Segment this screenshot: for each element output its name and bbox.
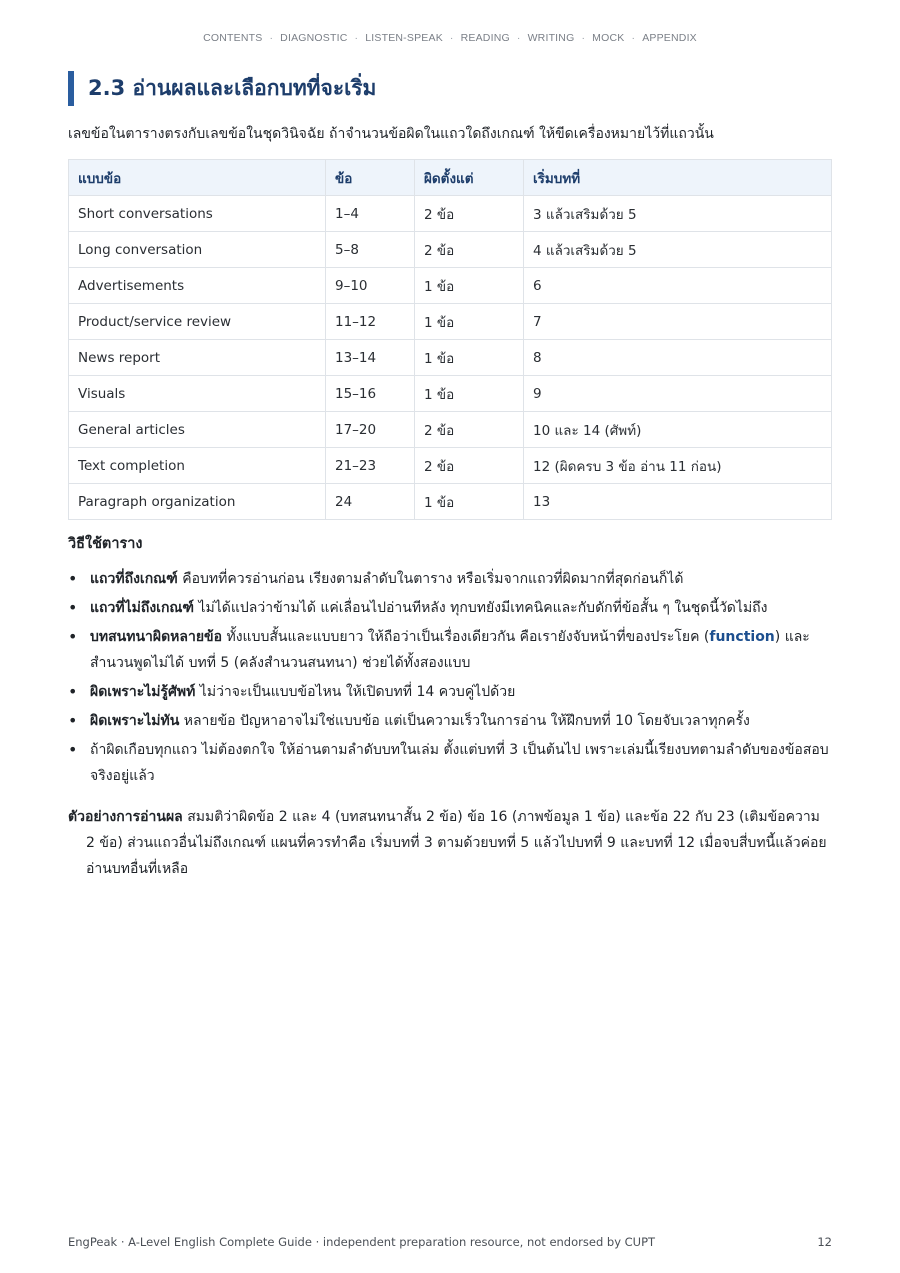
footer-text: EngPeak · A-Level English Complete Guide · independent preparation resource, not endorsed by CUPT: [68, 1235, 656, 1249]
list-item: [68, 708, 832, 734]
cell-start-chapter: 12 (ผิดครบ 3 ข้อ อ่าน 11 ก่อน): [524, 448, 832, 484]
table-header-row: [69, 160, 832, 196]
table-row: [69, 196, 832, 232]
cell-start-chapter: 6: [524, 268, 832, 304]
cell-items: 11–12: [326, 304, 415, 340]
list-item-text-continued: ) และสำนวนพูดไม่ได้ บทที่ 5 (คลังสำนวนสนทนา) ช่วยได้ทั้งสองแบบ: [90, 629, 810, 671]
cell-items: 9–10: [326, 268, 415, 304]
cell-question-type: Short conversations: [69, 196, 326, 232]
list-item: [68, 679, 832, 705]
cell-start-chapter: 4 แล้วเสริมด้วย 5: [524, 232, 832, 268]
table-row: [69, 376, 832, 412]
cell-items: 24: [326, 484, 415, 520]
header-threshold: ผิดตั้งแต่: [415, 160, 524, 196]
nav-separator: ·: [269, 32, 274, 44]
list-item-lead: ผิดเพราะไม่ทัน: [90, 713, 180, 729]
list-item-text: ถ้าผิดเกือบทุกแถว ไม่ต้องตกใจ ให้อ่านตามลำดับบทในเล่ม ตั้งแต่บทที่ 3 เป็นต้นไป เพราะเล่มนี้เรียงบทตามลำดับของข้อสอบจริงอยู่แล้ว: [90, 742, 829, 784]
cell-items: 15–16: [326, 376, 415, 412]
cell-start-chapter: 7: [524, 304, 832, 340]
diagnostic-map-table: [68, 159, 832, 520]
cell-question-type: Long conversation: [69, 232, 326, 268]
table-row: [69, 448, 832, 484]
cell-threshold: 2 ข้อ: [415, 196, 524, 232]
nav-separator: ·: [354, 32, 359, 44]
nav-item-writing[interactable]: WRITING: [527, 32, 575, 44]
header-question-type: แบบข้อ: [69, 160, 326, 196]
cell-question-type: Visuals: [69, 376, 326, 412]
nav-separator: ·: [516, 32, 521, 44]
table-row: [69, 484, 832, 520]
section-heading: [68, 71, 376, 106]
list-item-lead: ผิดเพราะไม่รู้ศัพท์: [90, 684, 196, 700]
cell-question-type: Paragraph organization: [69, 484, 326, 520]
page-number: 12: [817, 1235, 832, 1249]
cell-items: 21–23: [326, 448, 415, 484]
cell-start-chapter: 8: [524, 340, 832, 376]
cell-start-chapter: 13: [524, 484, 832, 520]
intro-paragraph: เลขข้อในตารางตรงกับเลขข้อในชุดวินิจฉัย ถ้าจำนวนข้อผิดในแถวใดถึงเกณฑ์ ให้ขีดเครื่องหมายไว้ที่แถวนั้น: [68, 126, 714, 142]
list-item-text: ทั้งแบบสั้นและแบบยาว ให้ถือว่าเป็นเรื่องเดียวกัน คือเรายังจับหน้าที่ของประโยค (: [222, 629, 710, 645]
howto-list: [68, 566, 832, 792]
example-paragraph: [68, 804, 832, 882]
table-row: [69, 232, 832, 268]
cell-threshold: 1 ข้อ: [415, 304, 524, 340]
nav-item-diagnostic[interactable]: DIAGNOSTIC: [280, 32, 348, 44]
cell-start-chapter: 9: [524, 376, 832, 412]
cell-question-type: News report: [69, 340, 326, 376]
nav-separator: ·: [631, 32, 636, 44]
table-row: [69, 268, 832, 304]
table-row: [69, 412, 832, 448]
cell-items: 5–8: [326, 232, 415, 268]
nav-item-contents[interactable]: CONTENTS: [203, 32, 263, 44]
nav-item-appendix[interactable]: APPENDIX: [642, 32, 697, 44]
cell-question-type: Product/service review: [69, 304, 326, 340]
nav-item-mock[interactable]: MOCK: [592, 32, 625, 44]
howto-heading: วิธีใช้ตาราง: [68, 536, 143, 552]
list-item-text: ไม่ได้แปลว่าข้ามได้ แค่เลื่อนไปอ่านทีหลัง ทุกบทยังมีเทคนิคและกับดักที่ข้อสั้น ๆ ในชุดนี้วัดไม่ถึง: [194, 600, 768, 616]
cell-threshold: 1 ข้อ: [415, 268, 524, 304]
heading-accent-bar: [68, 71, 74, 106]
cell-items: 1–4: [326, 196, 415, 232]
cell-threshold: 2 ข้อ: [415, 448, 524, 484]
cell-start-chapter: 10 และ 14 (ศัพท์): [524, 412, 832, 448]
term-function: function: [709, 629, 775, 645]
cell-question-type: Advertisements: [69, 268, 326, 304]
list-item-lead: แถวที่ถึงเกณฑ์: [90, 571, 178, 587]
cell-start-chapter: 3 แล้วเสริมด้วย 5: [524, 196, 832, 232]
example-label: ตัวอย่างการอ่านผล: [68, 809, 183, 825]
page-footer: [68, 1235, 832, 1249]
cell-threshold: 1 ข้อ: [415, 340, 524, 376]
cell-threshold: 1 ข้อ: [415, 484, 524, 520]
nav-separator: ·: [581, 32, 586, 44]
cell-items: 17–20: [326, 412, 415, 448]
cell-items: 13–14: [326, 340, 415, 376]
cell-question-type: General articles: [69, 412, 326, 448]
cell-threshold: 2 ข้อ: [415, 232, 524, 268]
header-start-chapter: เริ่มบทที่: [524, 160, 832, 196]
top-navigation: [0, 32, 900, 44]
example-text: สมมติว่าผิดข้อ 2 และ 4 (บทสนทนาสั้น 2 ข้อ) ข้อ 16 (ภาพข้อมูล 1 ข้อ) และข้อ 22 กับ 23 (เติมข้อความ 2 ข้อ) ส่วนแถวอื่นไม่ถึงเกณฑ์ แผนที่ควรทำคือ เริ่มบทที่ 3 ตามด้วยบทที่ 5 แล้วไปบทที่ 9 และบทที่ 12 เมื่อจบสี่บทนี้แล้วค่อยอ่านบทอื่นที่เหลือ: [86, 809, 827, 877]
list-item-text: ไม่ว่าจะเป็นแบบข้อไหน ให้เปิดบทที่ 14 ควบคู่ไปด้วย: [195, 684, 516, 700]
table-row: [69, 304, 832, 340]
section-title: 2.3 อ่านผลและเลือกบทที่จะเริ่ม: [88, 76, 377, 100]
cell-threshold: 2 ข้อ: [415, 412, 524, 448]
list-item-lead: แถวที่ไม่ถึงเกณฑ์: [90, 600, 195, 616]
list-item: [68, 737, 832, 789]
list-item: [68, 566, 832, 592]
list-item-text: หลายข้อ ปัญหาอาจไม่ใช่แบบข้อ แต่เป็นความเร็วในการอ่าน ให้ฝึกบทที่ 10 โดยจับเวลาทุกครั้ง: [179, 713, 750, 729]
nav-item-reading[interactable]: READING: [460, 32, 510, 44]
cell-threshold: 1 ข้อ: [415, 376, 524, 412]
list-item-text: คือบทที่ควรอ่านก่อน เรียงตามลำดับในตาราง หรือเริ่มจากแถวที่ผิดมากที่สุดก่อนก็ได้: [177, 571, 684, 587]
list-item: [68, 595, 832, 621]
table-row: [69, 340, 832, 376]
cell-question-type: Text completion: [69, 448, 326, 484]
nav-item-listen-speak[interactable]: LISTEN-SPEAK: [365, 32, 443, 44]
list-item-lead: บทสนทนาผิดหลายข้อ: [90, 629, 223, 645]
nav-separator: ·: [449, 32, 454, 44]
list-item: [68, 624, 832, 676]
header-items: ข้อ: [326, 160, 415, 196]
